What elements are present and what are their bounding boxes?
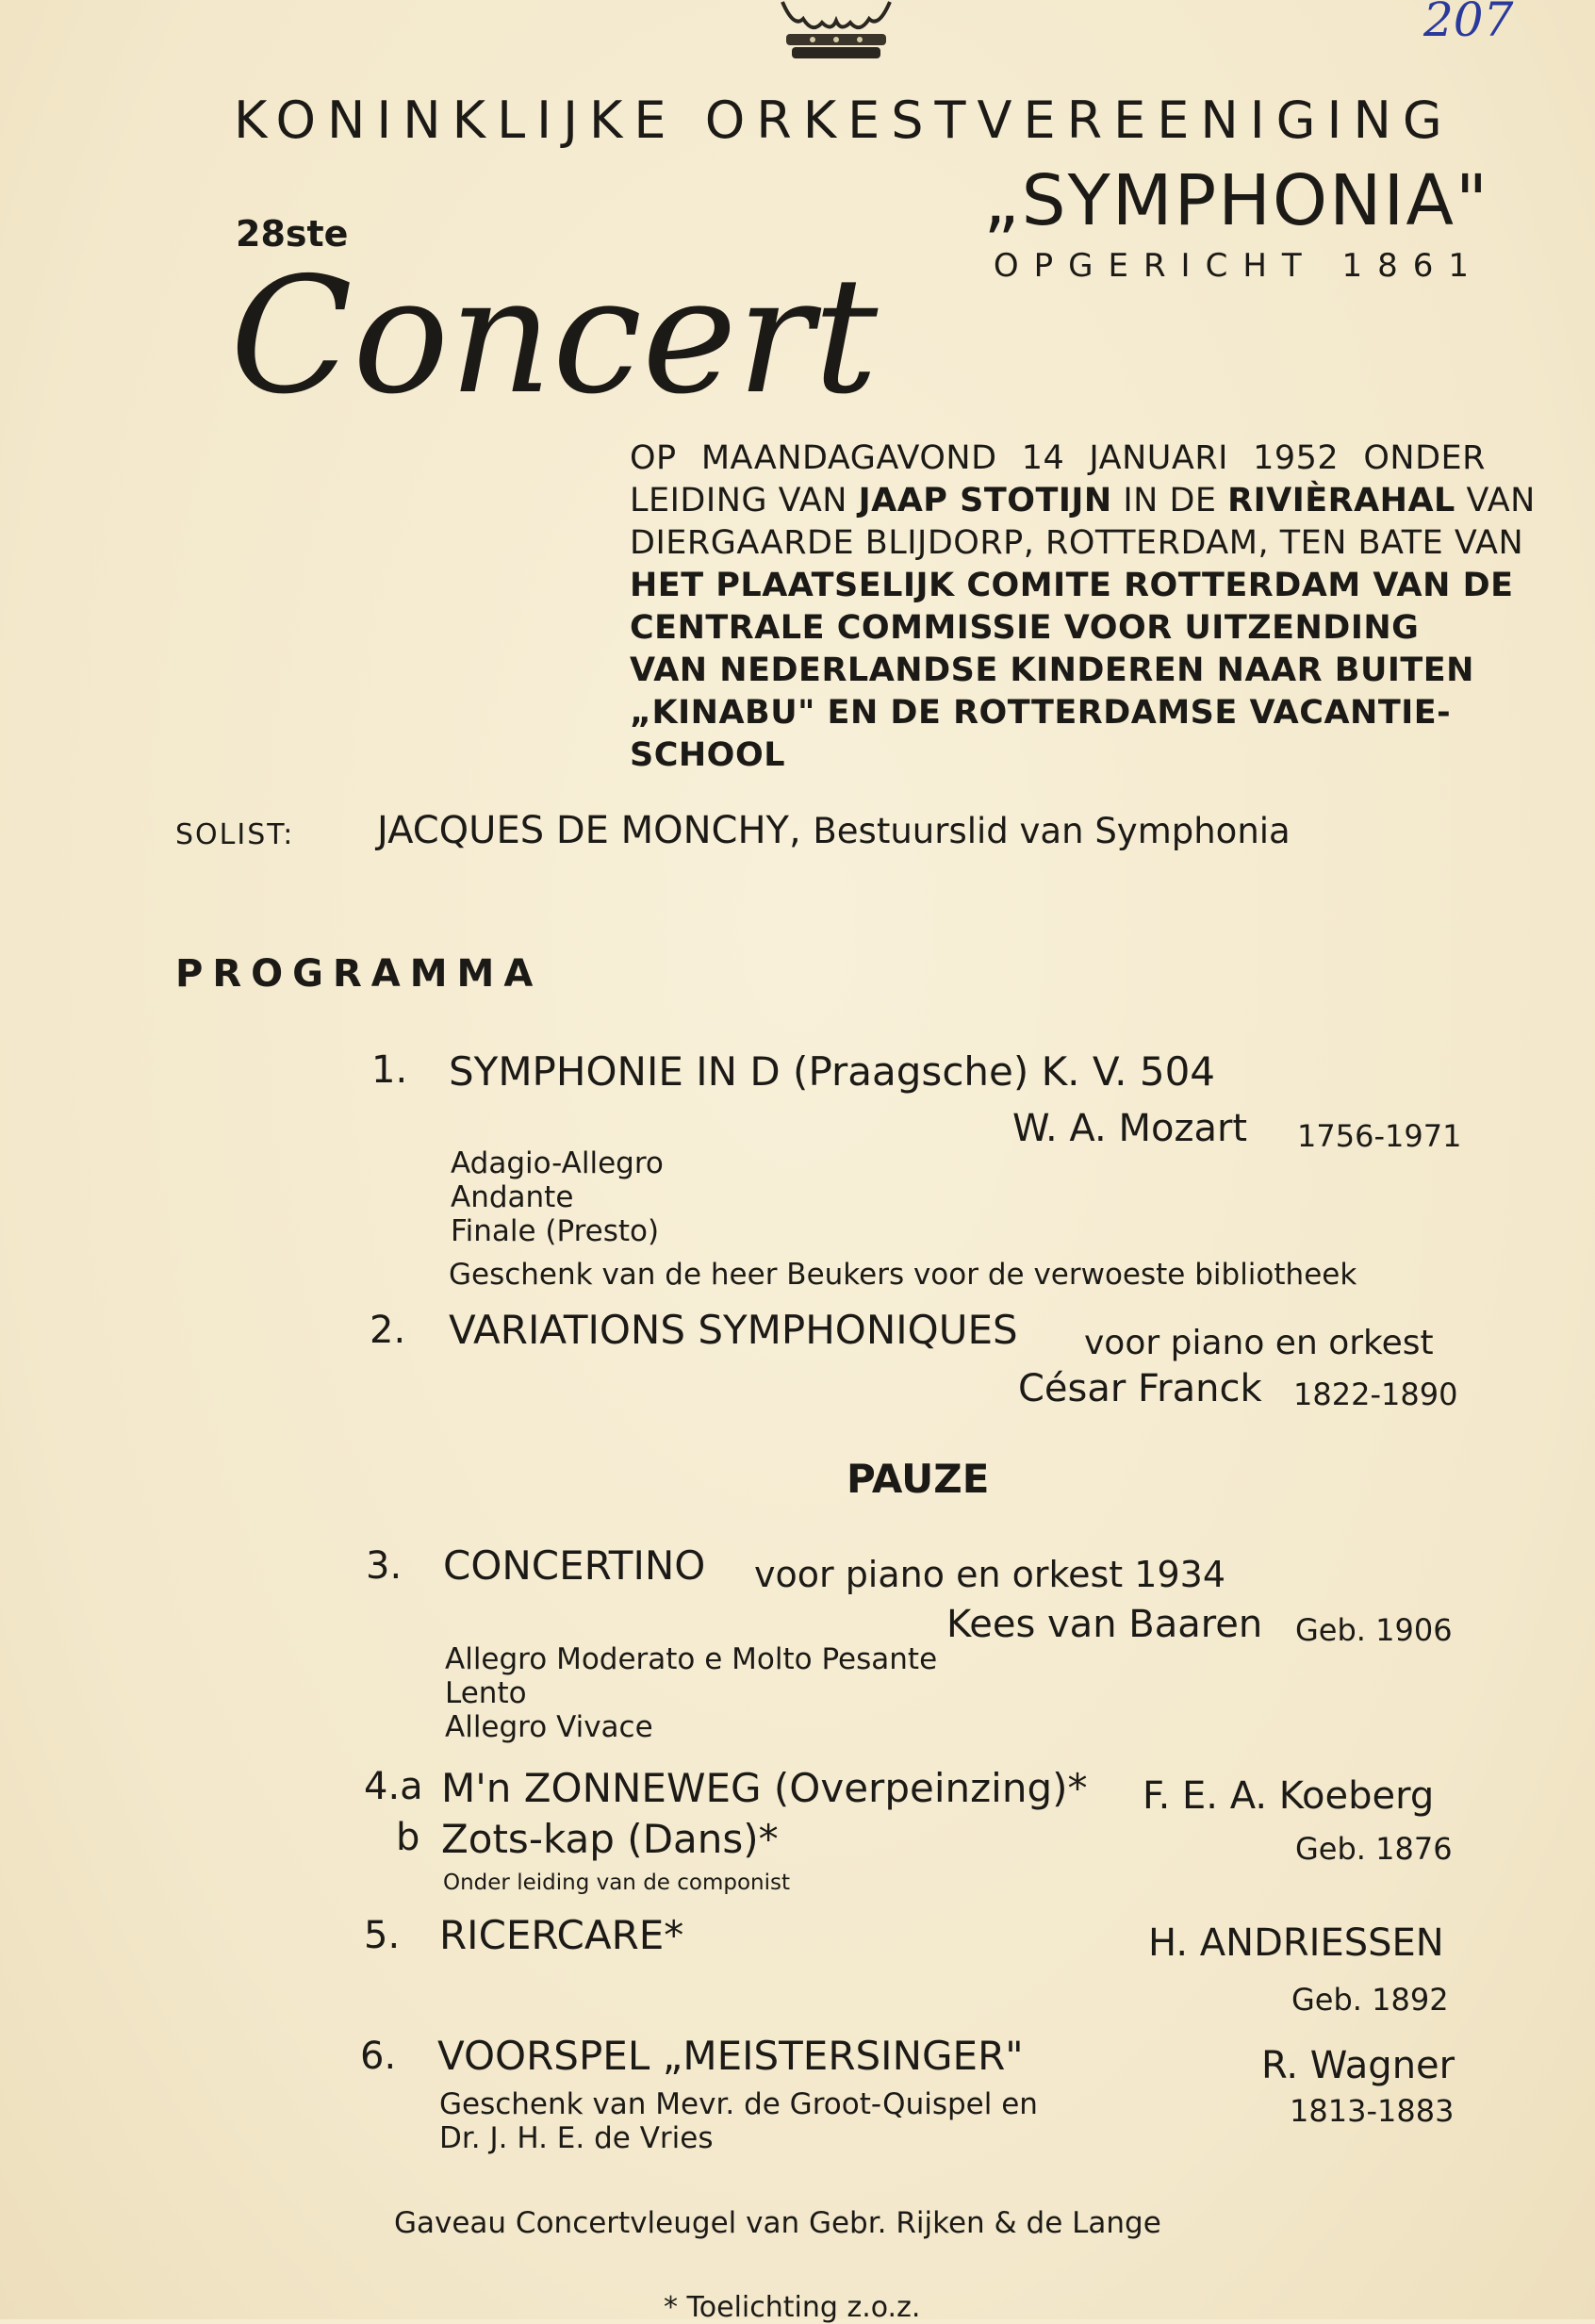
item-3-title: CONCERTINO xyxy=(443,1542,706,1589)
solist-role: Bestuurslid van Symphonia xyxy=(813,811,1291,851)
item-1-movement: Adagio-Allegro xyxy=(451,1146,664,1180)
item-6-note: Dr. J. H. E. de Vries xyxy=(439,2121,714,2155)
item-6-title: VOORSPEL „MEISTERSINGER" xyxy=(437,2033,1024,2079)
item-6-number: 6. xyxy=(360,2035,397,2078)
item-5-number: 5. xyxy=(364,1914,401,1957)
item-1-title: SYMPHONIE IN D (Praagsche) K. V. 504 xyxy=(449,1048,1216,1095)
concert-title: Concert xyxy=(230,243,879,430)
item-5-title: RICERCARE* xyxy=(439,1912,684,1958)
item-4a-number: 4.a xyxy=(364,1765,423,1808)
pauze-heading: PAUZE xyxy=(847,1456,990,1502)
item-1-movement: Finale (Presto) xyxy=(451,1214,660,1248)
item-5-dates: Geb. 1892 xyxy=(1291,1982,1449,2018)
handwritten-number: 207 xyxy=(1423,0,1514,47)
item-4-dates: Geb. 1876 xyxy=(1295,1831,1453,1867)
description-line-2: LEIDING VAN JAAP STOTIJN IN DE RIVIÈRAHAL VAN xyxy=(630,482,1536,519)
item-3-movement: Lento xyxy=(445,1676,527,1710)
description-line-1: OP MAANDAGAVOND 14 JANUARI 1952 ONDER xyxy=(630,439,1486,477)
item-3-movement: Allegro Vivace xyxy=(445,1710,653,1744)
description-line-6: VAN NEDERLANDSE KINDEREN NAAR BUITEN xyxy=(630,651,1474,689)
item-1-composer: W. A. Mozart xyxy=(1012,1107,1248,1150)
edition-number: 28ste xyxy=(236,213,349,255)
item-4-note: Onder leiding van de componist xyxy=(443,1871,791,1895)
description-line-5: CENTRALE COMMISSIE VOOR UITZENDING xyxy=(630,609,1420,647)
footnote: * Toelichting z.o.z. xyxy=(664,2291,921,2324)
item-3-movement: Allegro Moderato e Molto Pesante xyxy=(445,1642,938,1676)
solist-label: SOLIST: xyxy=(175,818,295,851)
item-5-composer: H. ANDRIESSEN xyxy=(1148,1921,1444,1965)
programma-heading: PROGRAMMA xyxy=(175,952,543,996)
piano-credit: Gaveau Concertvleugel van Gebr. Rijken & de Lange xyxy=(394,2206,1161,2240)
item-2-title: VARIATIONS SYMPHONIQUES xyxy=(449,1307,1018,1353)
description-line-7: „KINABU" EN DE ROTTERDAMSE VACANTIE- xyxy=(630,694,1452,732)
organization-name: KONINKLIJKE ORKESTVEREENIGING xyxy=(234,91,1454,150)
item-2-dates: 1822-1890 xyxy=(1293,1376,1458,1412)
concert-description xyxy=(630,437,1536,777)
item-1-dates: 1756-1971 xyxy=(1297,1118,1462,1154)
item-3-dates: Geb. 1906 xyxy=(1295,1612,1453,1648)
item-1-note: Geschenk van de heer Beukers voor de verwoeste bibliotheek xyxy=(449,1258,1357,1292)
item-1-movement: Andante xyxy=(451,1180,574,1214)
item-2-subtitle: voor piano en orkest xyxy=(1084,1324,1434,1362)
description-line-4: HET PLAATSELIJK COMITE ROTTERDAM VAN DE xyxy=(630,567,1514,604)
orchestra-name: „SYMPHONIA" xyxy=(983,160,1489,241)
item-4b-number: b xyxy=(396,1816,420,1859)
solist-name: JACQUES DE MONCHY, xyxy=(377,809,801,852)
item-4-composer: F. E. A. Koeberg xyxy=(1143,1774,1435,1818)
description-line-3: DIERGAARDE BLIJDORP, ROTTERDAM, TEN BATE VAN xyxy=(630,524,1524,562)
item-4a-title: M'n ZONNEWEG (Overpeinzing)* xyxy=(441,1765,1088,1811)
item-6-note: Geschenk van Mevr. de Groot-Quispel en xyxy=(439,2087,1038,2121)
founded-year: OPGERICHT 1861 xyxy=(993,247,1484,285)
crown-emblem-icon xyxy=(765,0,907,60)
description-line-8: SCHOOL xyxy=(630,736,785,774)
solist-line xyxy=(377,809,1291,852)
item-4b-title: Zots-kap (Dans)* xyxy=(441,1816,779,1862)
item-6-composer: R. Wagner xyxy=(1261,2044,1455,2087)
item-3-subtitle: voor piano en orkest 1934 xyxy=(754,1554,1225,1595)
item-1-number: 1. xyxy=(371,1048,408,1092)
item-3-number: 3. xyxy=(366,1544,403,1588)
item-2-composer: César Franck xyxy=(1018,1367,1262,1410)
item-6-dates: 1813-1883 xyxy=(1290,2093,1455,2129)
item-2-number: 2. xyxy=(370,1309,406,1352)
item-3-composer: Kees van Baaren xyxy=(946,1603,1263,1646)
